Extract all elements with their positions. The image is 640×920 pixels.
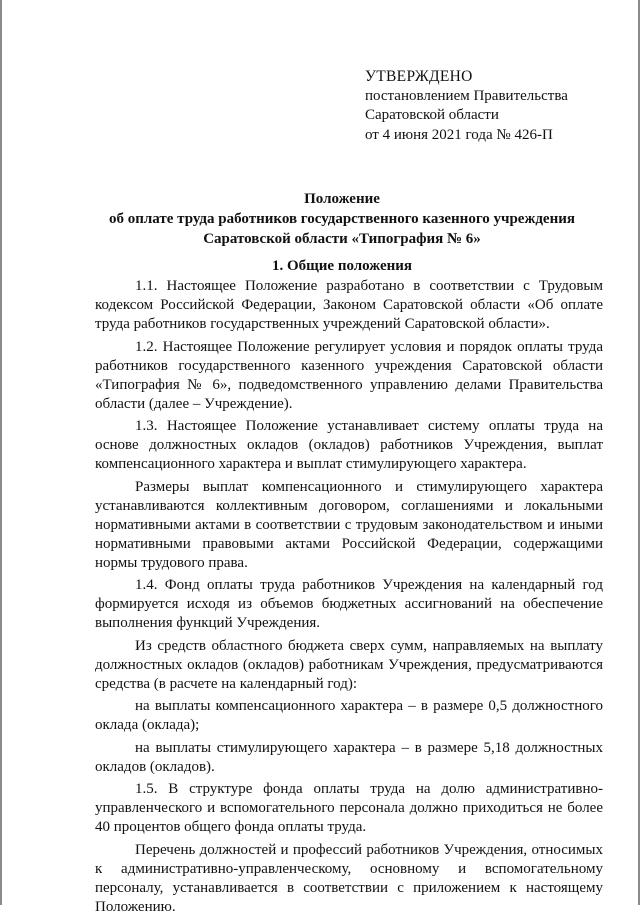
title-line: Саратовской области «Типография № 6» (203, 231, 481, 247)
approval-block (365, 67, 625, 145)
title-line: Положение (304, 191, 380, 207)
paragraph: 1.4. Фонд оплаты труда работников Учреждения на календарный год формируется исходя из объемов бюджетных ассигнований на обеспечение выполнения функций Учреждения. (95, 577, 603, 631)
document-body (95, 277, 603, 920)
paragraph: 1.5. В структуре фонда оплаты труда на долю административно-управленческого и вспомогательного персонала должно приходиться не более 40 процентов общего фонда оплаты труда. (95, 781, 603, 835)
section-title: 1. Общие положения (271, 258, 413, 274)
paragraph: 1.3. Настоящее Положение устанавливает систему оплаты труда на основе должностных окладов (окладов) работников Учреждения, выплат компенсационного характера и выплат стимулирующего характера. (95, 418, 603, 472)
paragraph: на выплаты компенсационного характера – в размере 0,5 должностного оклада (оклада); (95, 698, 603, 733)
approval-heading: УТВЕРЖДЕНО (365, 68, 473, 85)
approval-line: Саратовской области (365, 107, 499, 123)
approval-line: постановлением Правительства (365, 87, 568, 104)
paragraph: Перечень должностей и профессий работников Учреждения, относимых к административно-управленческому, основному и вспомогательному персоналу, устанавливается в соответствии с приложением к настоящему Положению. (95, 841, 603, 915)
paragraph: 1.1. Настоящее Положение разработано в соответствии с Трудовым кодексом Российской Федерации, Законом Саратовской области «Об оплате труда работников государственных учреждений Саратовской области». (95, 278, 603, 332)
paragraph: 1.2. Настоящее Положение регулирует условия и порядок оплаты труда работников государственного казенного учреждения Саратовской области «Типография № 6», подведомственного управлению делами Правительства области (далее – Учреждение). (95, 338, 603, 412)
title-line: об оплате труда работников государственного казенного учреждения (108, 211, 575, 227)
paragraph: Размеры выплат компенсационного и стимулирующего характера устанавливаются коллективным договором, соглашениями и локальными нормативными актами в соответствии с трудовым законодательством и иными нормативными правовыми актами Российской Федерации, содержащими нормы трудового права. (95, 478, 603, 571)
paragraph: Из средств областного бюджета сверх сумм, направляемых на выплату должностных окладов (окладов) работникам Учреждения, предусматриваются средства (в расчете на календарный год): (95, 637, 603, 692)
approval-line: от 4 июня 2021 года № 426-П (365, 126, 553, 143)
document-title (72, 189, 612, 249)
paragraph: на выплаты стимулирующего характера – в размере 5,18 должностных окладов (окладов). (95, 739, 603, 775)
